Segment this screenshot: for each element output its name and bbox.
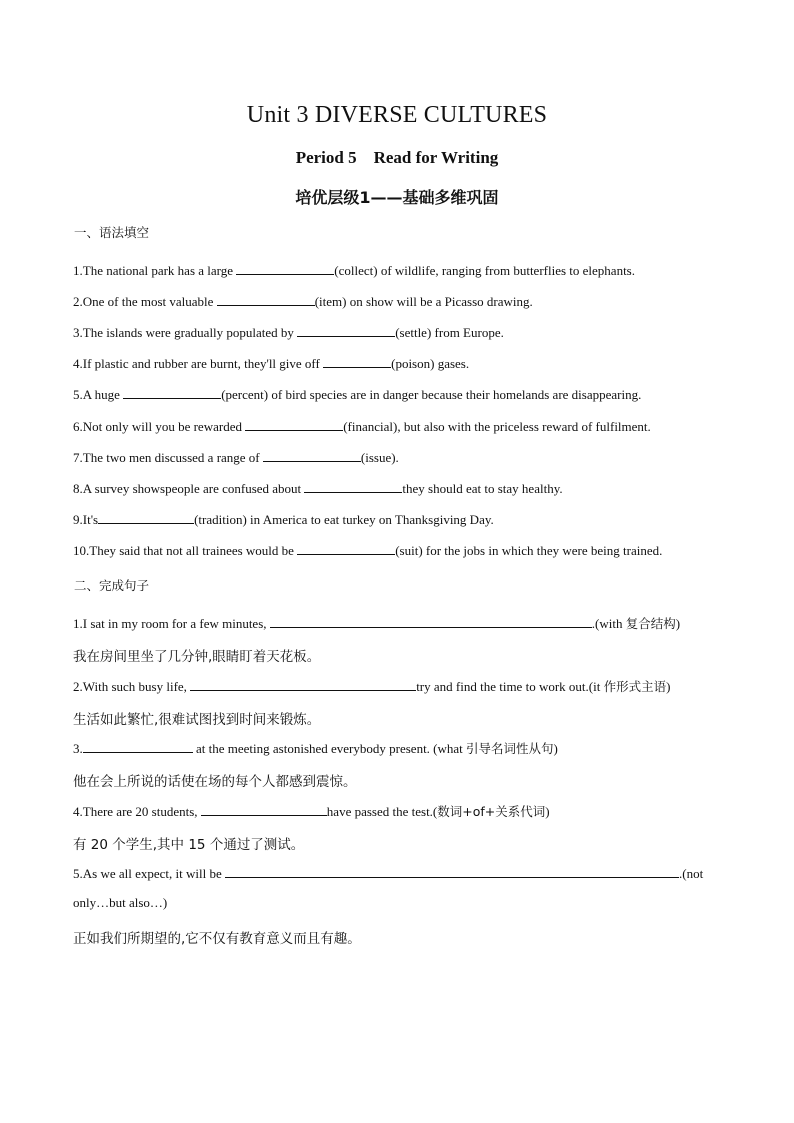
sentence-item-3: 3. at the meeting astonished everybody present. (what 引导名词性从句): [73, 741, 558, 756]
answer-blank[interactable]: [236, 261, 334, 275]
answer-blank[interactable]: [245, 417, 343, 431]
grammar-item-7: 7.The two men discussed a range of (issue).: [73, 450, 399, 465]
answer-blank[interactable]: [83, 739, 193, 753]
sentence-translation-5: 正如我们所期望的,它不仅有教育意义而且有趣。: [73, 931, 361, 947]
sentence-translation-4: 有 20 个学生,其中 15 个通过了测试。: [73, 837, 305, 853]
answer-blank[interactable]: [297, 323, 395, 337]
grammar-item-3: 3.The islands were gradually populated by (settle) from Europe.: [73, 325, 504, 340]
answer-blank[interactable]: [225, 864, 679, 878]
grammar-item-5: 5.A huge (percent) of bird species are in danger because their homelands are disappearing.: [73, 387, 642, 402]
sentence-item-4: 4.There are 20 students, have passed the test.(数词+of+关系代词): [73, 804, 550, 819]
grammar-item-8: 8.A survey showspeople are confused about they should eat to stay healthy.: [73, 481, 563, 496]
answer-blank[interactable]: [190, 677, 416, 691]
grammar-item-9: 9.It's (tradition) in America to eat turkey on Thanksgiving Day.: [73, 512, 494, 527]
sentence-item-1: 1.I sat in my room for a few minutes, .(with 复合结构): [73, 616, 681, 631]
answer-blank[interactable]: [123, 385, 221, 399]
answer-blank[interactable]: [297, 541, 395, 555]
sentence-item-5-continuation: only…but also…): [73, 895, 168, 910]
grammar-item-2: 2.One of the most valuable (item) on show will be a Picasso drawing.: [73, 294, 533, 309]
answer-blank[interactable]: [201, 802, 327, 816]
sentence-item-2: 2.With such busy life, try and find the time to work out.(it 作形式主语): [73, 679, 671, 694]
answer-blank[interactable]: [98, 510, 194, 524]
period-subtitle: Period 5 Read for Writing: [295, 148, 499, 167]
answer-blank[interactable]: [270, 614, 592, 628]
grammar-item-10: 10.They said that not all trainees would be (suit) for the jobs in which they were being trained.: [73, 543, 663, 558]
sentence-item-5: 5.As we all expect, it will be .(not: [73, 866, 704, 881]
answer-blank[interactable]: [304, 479, 402, 493]
sentence-translation-2: 生活如此繁忙,很难试图找到时间来锻炼。: [73, 712, 321, 728]
grammar-item-6: 6.Not only will you be rewarded (financial), but also with the priceless reward of fulfilment.: [73, 419, 651, 434]
answer-blank[interactable]: [217, 292, 315, 306]
answer-blank[interactable]: [263, 448, 361, 462]
answer-blank[interactable]: [323, 354, 391, 368]
grammar-item-1: 1.The national park has a large (collect) of wildlife, ranging from butterflies to elephants.: [73, 263, 635, 278]
sentence-translation-1: 我在房间里坐了几分钟,眼睛盯着天花板。: [73, 649, 321, 665]
grammar-item-4: 4.If plastic and rubber are burnt, they'll give off (poison) gases.: [73, 356, 470, 371]
section-heading-complete-sentences: 二、完成句子: [74, 578, 150, 593]
level-subtitle: 培优层级1——基础多维巩固: [295, 188, 499, 207]
section-heading-grammar-fill: 一、语法填空: [74, 225, 150, 240]
page-title: Unit 3 DIVERSE CULTURES: [246, 102, 548, 128]
sentence-translation-3: 他在会上所说的话使在场的每个人都感到震惊。: [73, 774, 357, 790]
